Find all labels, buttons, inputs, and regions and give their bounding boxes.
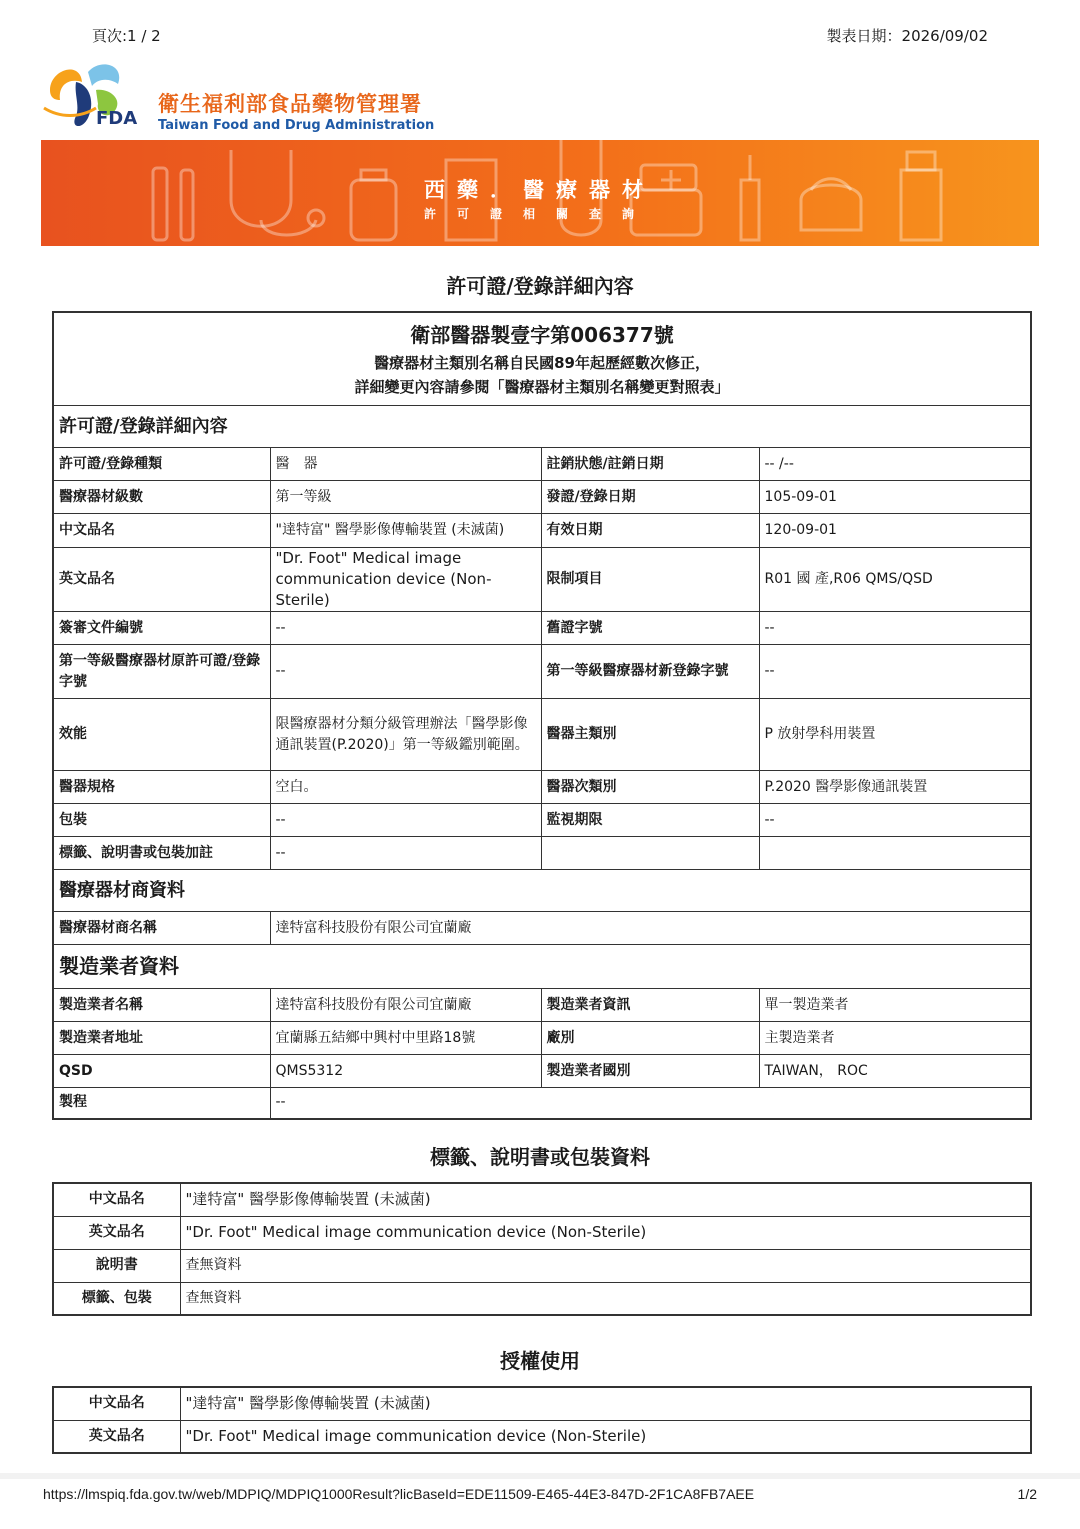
license-number: 衛部醫器製壹字第006377號 [410, 323, 674, 347]
field-value: "Dr. Foot" Medical image communication device (Non-Sterile) [270, 548, 541, 612]
print-date: 製表日期：2026/09/02 [826, 27, 988, 45]
field-label: 標籤、說明書或包裝加註 [53, 837, 270, 870]
labeling-value: "Dr. Foot" Medical image communication device (Non-Sterile) [180, 1216, 1031, 1249]
labeling-label: 說明書 [53, 1249, 180, 1282]
field-value: -- [270, 612, 541, 645]
field-label: 發證/登錄日期 [541, 481, 759, 514]
source-url[interactable]: https://lmspiq.fda.gov.tw/web/MDPIQ/MDPIQ1000Result?licBaseId=EDE11509-E465-44E3-847D-2F1CA8FB7AEE [43, 1486, 755, 1502]
field-label: 簽審文件編號 [53, 612, 270, 645]
field-value: 空白。 [270, 771, 541, 804]
field-label: 製造業者資訊 [541, 989, 759, 1022]
labeling-table [52, 1182, 1032, 1316]
authorization-value: "Dr. Foot" Medical image communication device (Non-Sterile) [180, 1420, 1031, 1453]
field-value: -- [270, 804, 541, 837]
page-number: 頁次:1 / 2 [92, 27, 161, 45]
field-value: P.2020 醫學影像通訊裝置 [759, 771, 1031, 804]
category-note-line2: 詳細變更內容請參閱「醫療器材主類別名稱變更對照表」 [354, 378, 730, 396]
banner [41, 140, 1039, 246]
field-value: R01 國 產,R06 QMS/QSD [759, 548, 1031, 612]
field-value: -- [759, 804, 1031, 837]
labeling-label: 標籤、包裝 [53, 1282, 180, 1315]
field-label: 醫器規格 [53, 771, 270, 804]
authorization-value: "達特富" 醫學影像傳輸裝置 (未滅菌) [180, 1387, 1031, 1420]
banner-subtitle: 許可證相關查詢 [424, 207, 656, 221]
field-label: 限制項目 [541, 548, 759, 612]
field-value: P 放射學科用裝置 [759, 699, 1031, 771]
dealer-label: 醫療器材商名稱 [53, 912, 270, 945]
dealer-name: 達特富科技股份有限公司宜蘭廠 [270, 912, 1031, 945]
field-label: 英文品名 [53, 548, 270, 612]
field-value: -- [759, 612, 1031, 645]
field-value: -- /-- [759, 448, 1031, 481]
field-label: 監視期限 [541, 804, 759, 837]
section-title-labeling: 標籤、說明書或包裝資料 [430, 1145, 650, 1169]
field-value: 限醫療器材分類分級管理辦法「醫學影像通訊裝置(P.2020)」第一等級鑑別範圍。 [270, 699, 541, 771]
authorization-label: 英文品名 [53, 1420, 180, 1453]
field-label: 醫器主類別 [541, 699, 759, 771]
field-label: 有效日期 [541, 514, 759, 548]
field-label: 中文品名 [53, 514, 270, 548]
license-caption [53, 312, 1031, 406]
agency-name-zh: 衛生福利部食品藥物管理署 [158, 92, 422, 116]
field-label: 製造業者國別 [541, 1055, 759, 1088]
process-value: -- [270, 1088, 1031, 1119]
authorization-table [52, 1386, 1032, 1454]
field-value: 第一等級 [270, 481, 541, 514]
field-value: 醫 器 [270, 448, 541, 481]
license-detail-table [52, 311, 1032, 1120]
field-value: -- [270, 645, 541, 699]
field-value: 單一製造業者 [759, 989, 1031, 1022]
field-value [759, 837, 1031, 870]
field-value: 宜蘭縣五結鄉中興村中里路18號 [270, 1022, 541, 1055]
fda-acronym: FDA [96, 108, 138, 129]
banner-title: 西藥．醫療器材 [424, 178, 655, 202]
labeling-label: 中文品名 [53, 1183, 180, 1216]
field-label: 第一等級醫療器材新登錄字號 [541, 645, 759, 699]
field-label: 醫器次類別 [541, 771, 759, 804]
field-value: 達特富科技股份有限公司宜蘭廠 [270, 989, 541, 1022]
field-label: 許可證/登錄種類 [53, 448, 270, 481]
detail-heading: 許可證/登錄詳細內容 [53, 406, 1031, 448]
authorization-label: 中文品名 [53, 1387, 180, 1420]
footer-divider [0, 1473, 1080, 1479]
field-value: TAIWAN， ROC [759, 1055, 1031, 1088]
labeling-value: "達特富" 醫學影像傳輸裝置 (未滅菌) [180, 1183, 1031, 1216]
agency-name-en: Taiwan Food and Drug Administration [158, 118, 435, 133]
field-label: 效能 [53, 699, 270, 771]
field-value: "達特富" 醫學影像傳輸裝置 (未滅菌) [270, 514, 541, 548]
labeling-label: 英文品名 [53, 1216, 180, 1249]
maker-heading: 製造業者資料 [53, 945, 1031, 989]
dealer-heading: 醫療器材商資料 [53, 870, 1031, 912]
section-title-license: 許可證/登錄詳細內容 [446, 274, 634, 298]
field-label: 包裝 [53, 804, 270, 837]
category-note-line1: 醫療器材主類別名稱自民國89年起歷經數次修正， [374, 354, 710, 372]
field-value: QMS5312 [270, 1055, 541, 1088]
field-label: 舊證字號 [541, 612, 759, 645]
labeling-value: 查無資料 [180, 1249, 1031, 1282]
field-value: -- [759, 645, 1031, 699]
process-label: 製程 [53, 1088, 270, 1119]
field-value: 主製造業者 [759, 1022, 1031, 1055]
field-label: 註銷狀態/註銷日期 [541, 448, 759, 481]
field-value: 120-09-01 [759, 514, 1031, 548]
field-label: 製造業者名稱 [53, 989, 270, 1022]
footer-page-number: 1/2 [1017, 1486, 1037, 1502]
field-label: 醫療器材級數 [53, 481, 270, 514]
field-label [541, 837, 759, 870]
field-label: 第一等級醫療器材原許可證/登錄字號 [53, 645, 270, 699]
field-label: 製造業者地址 [53, 1022, 270, 1055]
page-footer [43, 1486, 1037, 1506]
field-label: QSD [53, 1055, 270, 1088]
fda-logo [40, 60, 460, 140]
field-value: 105-09-01 [759, 481, 1031, 514]
labeling-value: 查無資料 [180, 1282, 1031, 1315]
section-title-authorization: 授權使用 [500, 1349, 580, 1373]
page-header [92, 25, 988, 47]
field-label: 廠別 [541, 1022, 759, 1055]
field-value: -- [270, 837, 541, 870]
